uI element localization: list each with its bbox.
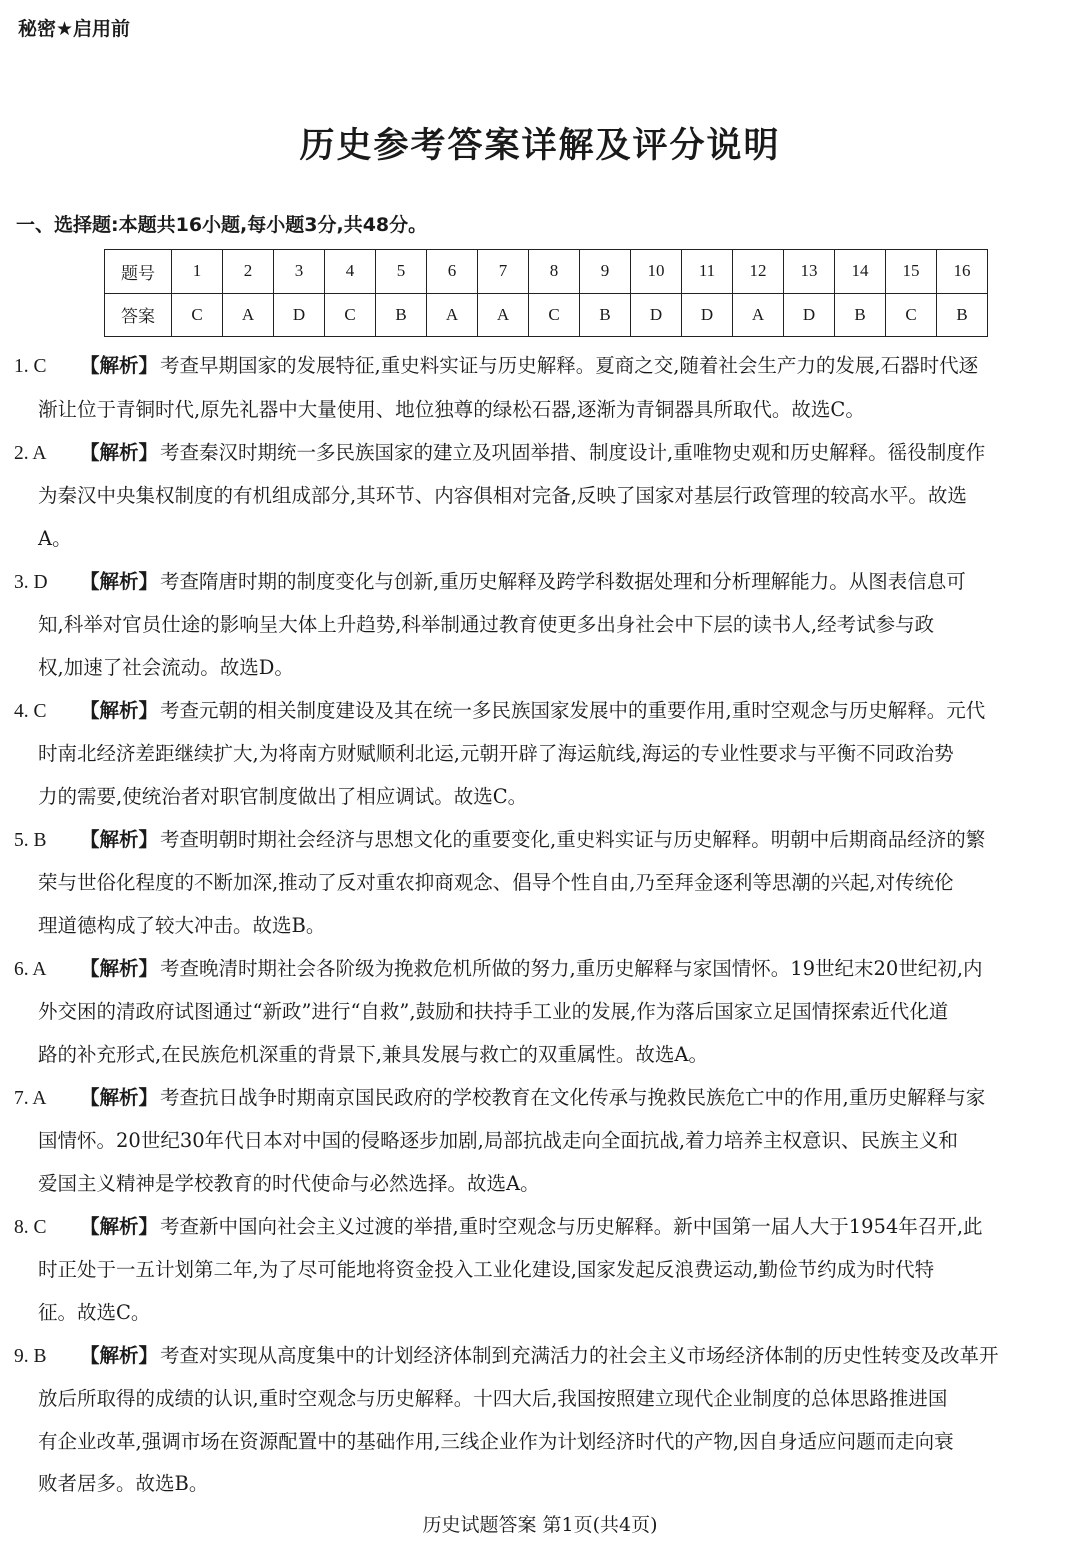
item-text: A。 [38, 526, 72, 550]
item-text: 时正处于一五计划第二年,为了尽可能地将资金投入工业化建设,国家发起反浪费运动,勤俭节约成为时代特 [38, 1258, 935, 1281]
analysis-tag: 【解析】 [80, 440, 159, 464]
item-number: 7. A [14, 1087, 47, 1109]
question-number: 2 [223, 250, 274, 294]
answer-table [104, 249, 988, 337]
question-number: 11 [682, 250, 733, 294]
question-number: 6 [427, 250, 478, 294]
answer-cell: A [733, 293, 784, 337]
page-title: 历史参考答案详解及评分说明 [299, 126, 781, 166]
question-number: 10 [631, 250, 682, 294]
item-text: 考查明朝时期社会经济与思想文化的重要变化,重史料实证与历史解释。明朝中后期商品经济的繁 [160, 827, 986, 851]
item-text: 考查早期国家的发展特征,重史料实证与历史解释。夏商之交,随着社会生产力的发展,石器时代逐 [160, 354, 979, 377]
item-text: 考查抗日战争时期南京国民政府的学校教育在文化传承与挽救民族危亡中的作用,重历史解释与家 [160, 1085, 986, 1109]
explanation-item [14, 561, 1076, 690]
item-text: 考查对实现从高度集中的计划经济体制到充满活力的社会主义市场经济体制的历史性转变及改革开 [160, 1343, 999, 1367]
item-text: 考查秦汉时期统一多民族国家的建立及巩固举措、制度设计,重唯物史观和历史解释。徭役制度作 [160, 440, 986, 464]
item-text: 放后所取得的成绩的认识,重时空观念与历史解释。十四大后,我国按照建立现代企业制度的总体思路推进国 [38, 1387, 948, 1410]
item-number: 1. C [14, 356, 47, 377]
row-label-number: 题号 [105, 250, 172, 294]
item-text: 路的补充形式,在民族危机深重的背景下,兼具发展与救亡的双重属性。故选A。 [38, 1042, 708, 1066]
section-heading: 一、选择题:本题共16小题,每小题3分,共48分。 [16, 214, 428, 236]
answer-cell: B [580, 293, 631, 337]
question-number: 4 [325, 250, 376, 294]
question-number: 8 [529, 250, 580, 294]
item-number: 4. C [14, 700, 47, 722]
explanation-item [14, 1335, 1076, 1506]
explanation-item [14, 345, 1076, 431]
answer-cell: D [682, 293, 733, 337]
explanation-item [14, 819, 1076, 948]
item-text: 征。故选C。 [38, 1300, 151, 1324]
answer-cell: B [835, 293, 886, 337]
item-number: 5. B [14, 829, 47, 851]
question-number: 15 [886, 250, 937, 294]
answer-cell: C [325, 293, 376, 337]
analysis-tag: 【解析】 [80, 827, 159, 851]
explanation-list [14, 345, 1076, 1506]
answer-cell: D [631, 293, 682, 337]
item-text: 考查隋唐时期的制度变化与创新,重历史解释及跨学科数据处理和分析理解能力。从图表信息可 [160, 569, 966, 593]
number-row [105, 250, 988, 294]
explanation-item [14, 432, 1076, 561]
item-text: 知,科举对官员仕途的影响呈大体上升趋势,科举制通过教育使更多出身社会中下层的读书人,经考试参与政 [38, 613, 935, 636]
answer-cell: A [427, 293, 478, 337]
confidential-label: 秘密★启用前 [18, 18, 131, 40]
analysis-tag: 【解析】 [80, 569, 159, 593]
item-number: 8. C [14, 1216, 47, 1238]
answer-cell: A [478, 293, 529, 337]
analysis-tag: 【解析】 [80, 698, 159, 722]
item-text: 权,加速了社会流动。故选D。 [38, 655, 294, 679]
answer-cell: D [274, 293, 325, 337]
answer-cell: C [886, 293, 937, 337]
item-text: 理道德构成了较大冲击。故选B。 [38, 913, 326, 937]
question-number: 7 [478, 250, 529, 294]
item-text: 考查元朝的相关制度建设及其在统一多民族国家发展中的重要作用,重时空观念与历史解释。元代 [160, 698, 986, 722]
item-text: 荣与世俗化程度的不断加深,推动了反对重农抑商观念、倡导个性自由,乃至拜金逐利等思潮的兴起,对传统伦 [38, 871, 954, 894]
question-number: 1 [172, 250, 223, 294]
item-text: 外交困的清政府试图通过“新政”进行“自救”,鼓励和扶持手工业的发展,作为落后国家立足国情探索近代化道 [38, 1000, 949, 1023]
item-text: 时南北经济差距继续扩大,为将南方财赋顺利北运,元朝开辟了海运航线,海运的专业性要求与平衡不同政治势 [38, 742, 954, 765]
item-text: 败者居多。故选B。 [38, 1472, 209, 1495]
analysis-tag: 【解析】 [80, 354, 159, 377]
item-number: 3. D [14, 571, 48, 593]
answer-cell: B [376, 293, 427, 337]
explanation-item [14, 690, 1076, 819]
item-text: 爱国主义精神是学校教育的时代使命与必然选择。故选A。 [38, 1171, 540, 1195]
analysis-tag: 【解析】 [80, 1085, 159, 1109]
question-number: 9 [580, 250, 631, 294]
page-footer: 历史试题答案 第1页(共4页) [422, 1514, 658, 1536]
answer-cell: B [937, 293, 988, 337]
answer-cell: A [223, 293, 274, 337]
question-number: 5 [376, 250, 427, 294]
question-number: 14 [835, 250, 886, 294]
question-number: 3 [274, 250, 325, 294]
explanation-item [14, 948, 1076, 1077]
explanation-item [14, 1206, 1076, 1335]
question-number: 16 [937, 250, 988, 294]
item-text: 渐让位于青铜时代,原先礼器中大量使用、地位独尊的绿松石器,逐渐为青铜器具所取代。故选C。 [38, 397, 865, 421]
answer-cell: D [784, 293, 835, 337]
item-number: 2. A [14, 442, 47, 464]
analysis-tag: 【解析】 [80, 1214, 159, 1238]
answer-cell: C [529, 293, 580, 337]
item-text: 有企业改革,强调市场在资源配置中的基础作用,三线企业作为计划经济时代的产物,因自身适应问题而走向衰 [38, 1429, 954, 1453]
analysis-tag: 【解析】 [80, 1343, 159, 1367]
question-number: 13 [784, 250, 835, 294]
row-label-answer: 答案 [105, 293, 172, 337]
item-number: 9. B [14, 1345, 47, 1367]
answer-row [105, 293, 988, 337]
item-text: 力的需要,使统治者对职官制度做出了相应调试。故选C。 [38, 784, 528, 808]
item-text: 考查晚清时期社会各阶级为挽救危机所做的努力,重历史解释与家国情怀。19世纪末20世纪初,内 [160, 956, 983, 980]
answer-cell: C [172, 293, 223, 337]
item-text: 考查新中国向社会主义过渡的举措,重时空观念与历史解释。新中国第一届人大于1954年召开,此 [160, 1214, 983, 1238]
item-text: 为秦汉中央集权制度的有机组成部分,其环节、内容俱相对完备,反映了国家对基层行政管理的较高水平。故选 [38, 484, 967, 507]
item-number: 6. A [14, 958, 47, 980]
item-text: 国情怀。20世纪30年代日本对中国的侵略逐步加剧,局部抗战走向全面抗战,着力培养主权意识、民族主义和 [38, 1129, 959, 1152]
explanation-item [14, 1077, 1076, 1206]
analysis-tag: 【解析】 [80, 956, 159, 980]
question-number: 12 [733, 250, 784, 294]
